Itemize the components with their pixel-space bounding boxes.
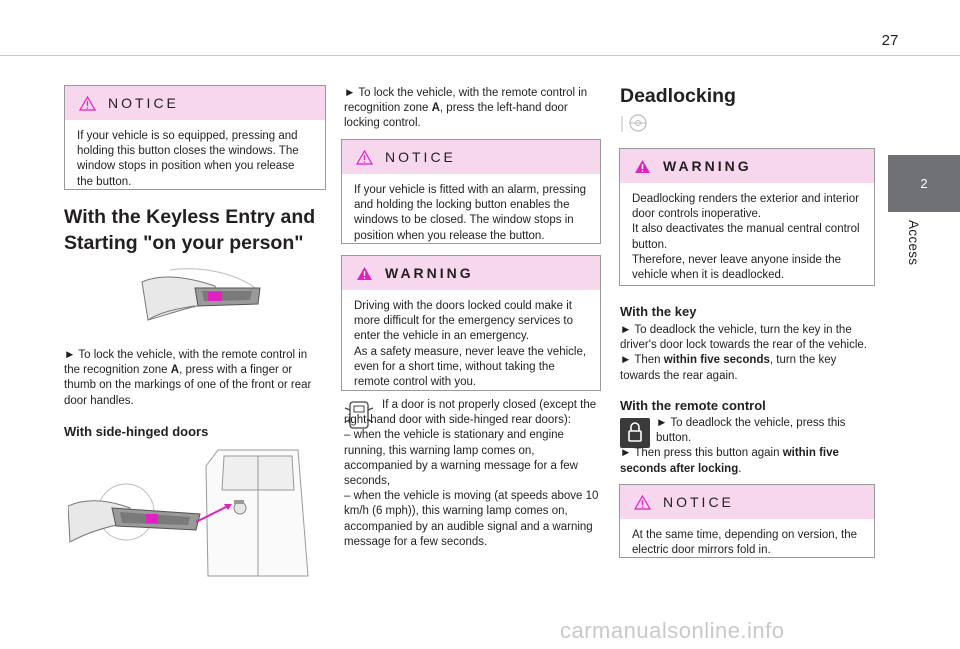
notice-box-alarm xyxy=(341,139,601,244)
section-heading-keyless xyxy=(64,204,334,256)
notice-title: NOTICE xyxy=(385,149,456,165)
warning-triangle-icon xyxy=(634,159,651,174)
notice-text: At the same time, depending on version, the electric door mirrors fold in. xyxy=(632,529,858,557)
notice-body xyxy=(342,174,600,254)
with-key-paragraph xyxy=(620,323,876,384)
warning-body xyxy=(620,183,874,293)
zone-label: A xyxy=(431,102,440,115)
warning-header xyxy=(620,149,874,183)
notice-triangle-icon xyxy=(634,495,651,510)
chapter-tab[interactable] xyxy=(888,155,960,212)
lock-text-part2: , press with a finger or thumb on the markings of one of the front or rear door handles. xyxy=(64,364,312,407)
door-stationary-text: – when the vehicle is stationary and engine running, this warning lamp comes on, accompanied by a warning message for a few seconds, xyxy=(344,429,578,488)
notice-header xyxy=(65,86,325,120)
notice-body xyxy=(65,120,325,200)
warning-box-locked-doors xyxy=(341,255,601,391)
watermark: carmanualsonline.info xyxy=(560,618,785,643)
header-divider xyxy=(0,55,960,56)
notice-header xyxy=(620,485,874,519)
with-key-heading: With the key xyxy=(620,304,697,319)
key-step-1: ► To deadlock the vehicle, turn the key in the driver's door lock towards the rear of the vehicle. xyxy=(620,324,868,352)
notice-header xyxy=(342,140,600,174)
warning-title: WARNING xyxy=(663,158,752,174)
warning-header xyxy=(342,256,600,290)
warning-text-3: Therefore, never leave anyone inside the vehicle when it is deadlocked. xyxy=(632,253,842,282)
remote-step-1: ► To deadlock the vehicle, press this button. xyxy=(656,417,846,445)
door-not-closed-paragraph xyxy=(344,398,602,550)
van-rear-illustration xyxy=(68,446,310,578)
warning-text-1: Driving with the doors locked could make it more difficult for the emergency services to enter the vehicle in an emergency. xyxy=(354,300,574,343)
lock-text-part1: ► To lock the vehicle, with the remote control in the recognition zone xyxy=(64,349,308,377)
chapter-number: 2 xyxy=(920,176,928,191)
remote-control-paragraph xyxy=(620,416,876,477)
page-number: 27 xyxy=(881,32,899,49)
warning-triangle-icon xyxy=(356,266,373,281)
keyless-lock-paragraph xyxy=(64,348,326,409)
warning-title: WARNING xyxy=(385,265,474,281)
remote-step-2: ► Then press this button again within five seconds after locking. xyxy=(620,447,839,475)
intro-text-part2: , press the left-hand door locking control. xyxy=(344,102,568,130)
intro-text-part1: ► To lock the vehicle, with the remote control in recognition zone xyxy=(344,87,588,115)
side-hinged-heading: With side-hinged doors xyxy=(64,424,209,439)
remote-control-heading: With the remote control xyxy=(620,398,766,413)
door-moving-text: – when the vehicle is moving (at speeds above 10 km/h (6 mph)), this warning lamp comes on, accompanied by an audible signal and a warning message for a few seconds. xyxy=(344,490,599,548)
warning-box-deadlocking xyxy=(619,148,875,286)
notice-triangle-icon xyxy=(79,96,96,111)
deadlock-availability-icon xyxy=(620,112,652,134)
notice-title: NOTICE xyxy=(663,494,734,510)
zone-label: A xyxy=(170,364,180,377)
notice-title: NOTICE xyxy=(108,95,179,111)
lock-left-door-paragraph xyxy=(344,86,600,132)
warning-text-2: As a safety measure, never leave the vehicle, even for a short time, without taking the remote control with you. xyxy=(354,345,587,389)
warning-text-1: Deadlocking renders the exterior and interior door controls inoperative. xyxy=(632,193,859,221)
notice-box-windows xyxy=(64,85,326,190)
deadlocking-heading: Deadlocking xyxy=(620,85,736,107)
heading-line-2: Starting "on your person" xyxy=(64,232,304,254)
heading-line-1: With the Keyless Entry and xyxy=(64,206,316,228)
door-handle-illustration xyxy=(140,262,265,330)
notice-text: If your vehicle is so equipped, pressing and holding this button closes the windows. The window stops in position when you release the button. xyxy=(77,130,299,188)
door-not-closed-head: If a door is not properly closed (except the right-hand door with side-hinged rear doors): xyxy=(344,399,597,427)
warning-body xyxy=(342,290,600,400)
notice-triangle-icon xyxy=(356,150,373,165)
warning-text-2: It also deactivates the manual central control button. xyxy=(632,223,860,251)
notice-box-mirrors xyxy=(619,484,875,558)
key-step-2: ► Then within five seconds, turn the key towards the rear again. xyxy=(620,354,837,382)
chapter-label: Access xyxy=(906,220,921,266)
notice-text: If your vehicle is fitted with an alarm, pressing and holding the locking button enables the windows to be closed. The window stops in position when you release the button. xyxy=(354,184,587,242)
notice-body xyxy=(620,519,874,568)
